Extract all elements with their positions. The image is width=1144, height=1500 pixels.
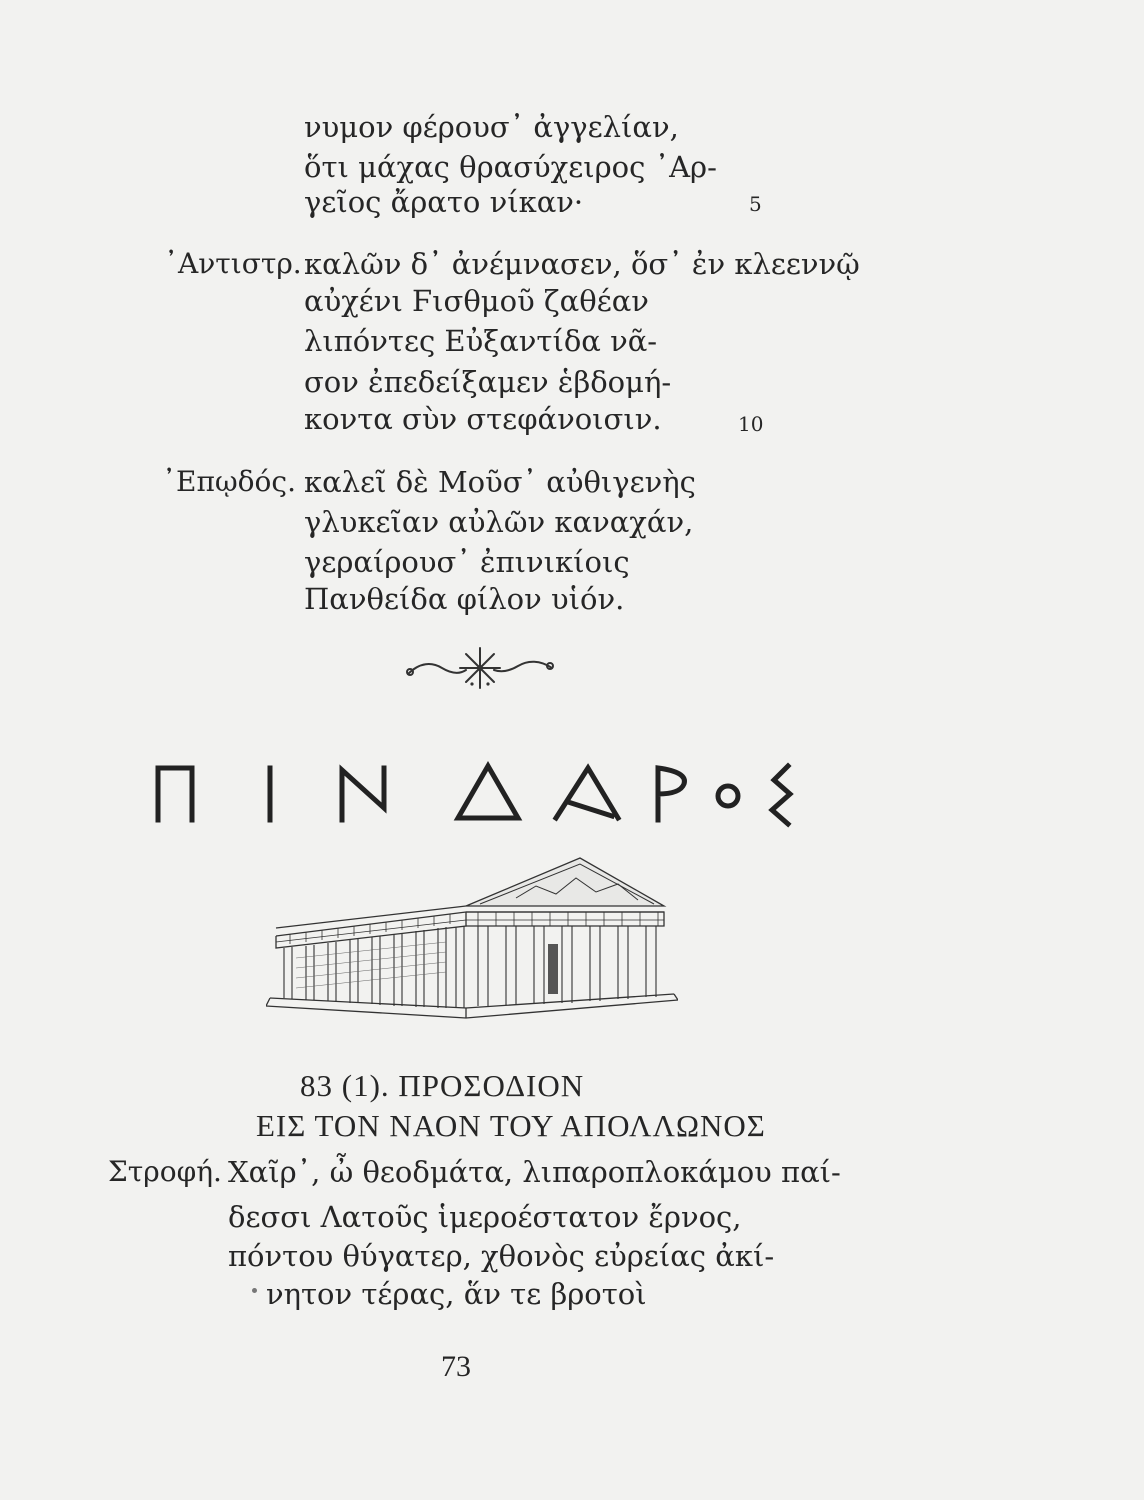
verse-line: σον ἐπεδείξαμεν ἑβδομή- (304, 365, 672, 399)
verse-line: γεραίρουσ᾽ ἐπινικίοις (304, 545, 630, 579)
page-number: 73 (441, 1350, 471, 1383)
verse-line: νυμον φέρουσ᾽ ἀγγελίαν, (304, 110, 679, 144)
temple-illustration (266, 848, 678, 1024)
verse-line: Χαῖρ᾽, ὦ θεοδμάτα, λιπαροπλοκάμου παί- (228, 1155, 841, 1189)
verse-line: καλεῖ δὲ Μοῦσ᾽ αὐθιγενὴς (304, 465, 696, 499)
verse-line: λιπόντες Εὐξαντίδα νᾶ- (304, 324, 658, 358)
bullet-mark (252, 1288, 257, 1293)
poem-title-line2: ΕΙΣ ΤΟΝ ΝΑΟΝ ΤΟΥ ΑΠΟΛΛΩΝΟΣ (256, 1108, 766, 1143)
line-number: 5 (749, 192, 762, 216)
verse-line: καλῶν δ᾽ ἀνέμνασεν, ὅσ᾽ ἐν κλεεννῷ (304, 247, 860, 281)
ornament-icon (400, 640, 560, 696)
section-label-antistrophe: ᾽Αντιστρ. (164, 247, 302, 280)
verse-line: αὐχένι Ϝισθμοῦ ζαθέαν (304, 284, 649, 318)
verse-line: δεσσι Λατοῦς ἱμεροέστατον ἔρνος, (228, 1200, 742, 1234)
line-number: 10 (738, 412, 764, 436)
verse-line: γεῖος ἄρατο νίκαν· (304, 185, 584, 219)
verse-line: πόντου θύγατερ, χθονὸς εὐρείας ἀκί- (228, 1239, 775, 1273)
author-heading (0, 0, 1, 1)
verse-line: κοντα σὺν στεφάνοισιν. (304, 402, 662, 436)
verse-line: γλυκεῖαν αὐλῶν καναχάν, (304, 505, 694, 539)
poem-title-line1: 83 (1). ΠΡΟΣΟΔΙΟΝ (300, 1068, 585, 1103)
author-heading-lettering (148, 760, 798, 830)
verse-line: ὅτι μάχας θρασύχειρος ᾽Αρ- (304, 150, 717, 184)
section-label-strophe: Στροφή. (108, 1155, 222, 1188)
section-label-epode: ᾽Επῳδός. (162, 465, 296, 498)
verse-line: Πανθείδα φίλον υἱόν. (304, 582, 625, 616)
verse-line: νητον τέρας, ἅν τε βροτοὶ (266, 1277, 647, 1311)
